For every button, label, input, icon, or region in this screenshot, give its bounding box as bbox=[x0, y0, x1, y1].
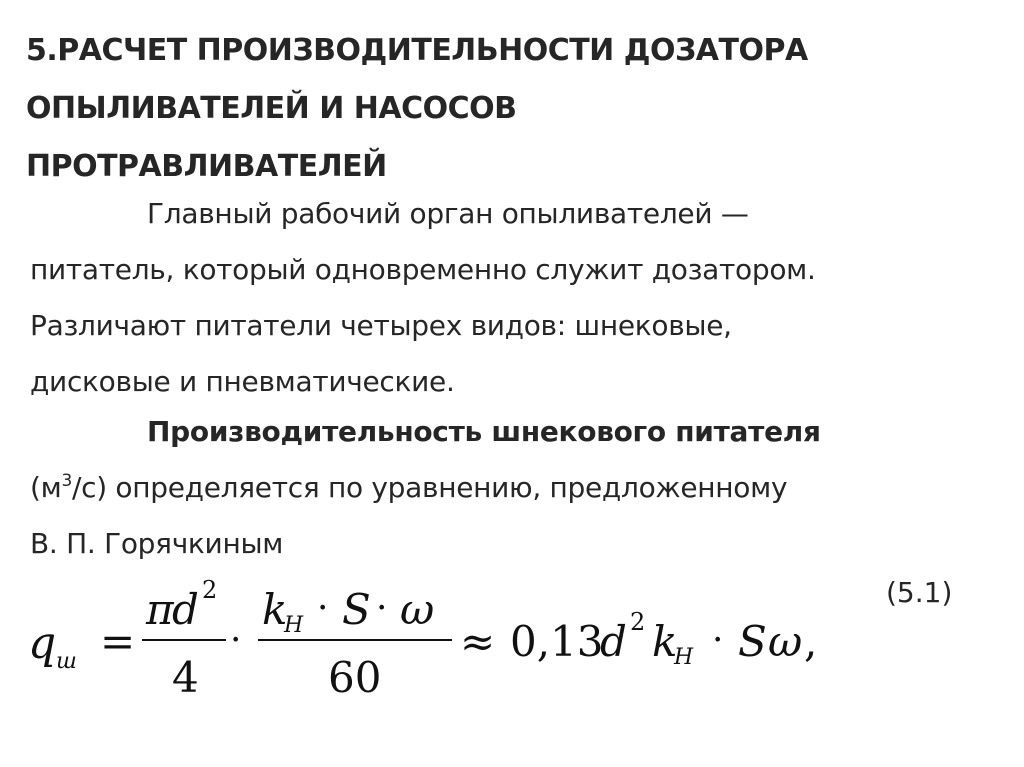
title-line-1: 5.РАСЧЕТ ПРОИЗВОДИТЕЛЬНОСТИ ДОЗАТОРА bbox=[26, 33, 808, 68]
paragraph2-line-2-rest: /с) определяется по уравнению, предложенному bbox=[71, 471, 788, 504]
frac1-den: 4 bbox=[172, 653, 199, 702]
rhs-dot: · bbox=[712, 620, 724, 661]
paragraph2-bold-lead: Производительность шнекового питателя bbox=[147, 415, 821, 448]
frac2-num-omega: ω bbox=[400, 585, 435, 634]
frac2-num-dot-1: · bbox=[317, 588, 329, 629]
paragraph2-line-2 bbox=[30, 460, 1010, 516]
formula-equals: = bbox=[100, 617, 136, 666]
paragraph2-line-3: В. П. Горячкиным bbox=[30, 527, 284, 560]
frac2-den: 60 bbox=[328, 653, 382, 702]
frac1-num-pi: π bbox=[146, 585, 174, 634]
paragraph-productivity bbox=[30, 404, 1010, 572]
rhs-d: d bbox=[600, 617, 627, 666]
formula-lhs-subscript: ш bbox=[56, 649, 77, 674]
frac1-num-d: d bbox=[172, 585, 199, 634]
formula-approx: ≈ bbox=[460, 617, 496, 666]
frac1-num-exp: 2 bbox=[202, 576, 218, 604]
frac2-num-k: k bbox=[262, 585, 288, 634]
rhs-k: k bbox=[652, 617, 678, 666]
frac2-num-k-subscript: H bbox=[284, 613, 304, 638]
formula-5-1 bbox=[22, 568, 922, 708]
rhs-coefficient: 0,13 bbox=[510, 617, 604, 666]
paragraph1-line-4: дисковые и пневматические. bbox=[30, 365, 455, 398]
slide-title bbox=[26, 22, 986, 196]
formula-lhs-q: q bbox=[28, 618, 57, 669]
unit-exponent: 3 bbox=[61, 471, 72, 491]
paragraph1-line-3: Различают питатели четырех видов: шнековые, bbox=[30, 309, 732, 342]
rhs-exp: 2 bbox=[630, 608, 646, 636]
formula-dot-1: · bbox=[230, 620, 242, 661]
frac2-num-dot-2: · bbox=[376, 588, 388, 629]
paragraph1-line-2: питатель, который одновременно служит дозатором. bbox=[30, 253, 816, 286]
rhs-omega: ω bbox=[768, 617, 803, 666]
unit-open: (м bbox=[30, 471, 62, 504]
paragraph-feeder-description bbox=[30, 186, 1010, 410]
formula-svg bbox=[22, 568, 922, 708]
paragraph1-line-1: Главный рабочий орган опыливателей — bbox=[147, 197, 749, 230]
title-line-2: ОПЫЛИВАТЕЛЕЙ И НАСОСОВ bbox=[26, 91, 517, 126]
rhs-comma: , bbox=[804, 617, 818, 666]
rhs-k-subscript: H bbox=[674, 645, 694, 670]
rhs-S: S bbox=[738, 617, 767, 666]
equation-number: (5.1) bbox=[886, 576, 953, 609]
title-line-3: ПРОТРАВЛИВАТЕЛЕЙ bbox=[26, 149, 387, 184]
frac2-num-S: S bbox=[342, 585, 371, 634]
